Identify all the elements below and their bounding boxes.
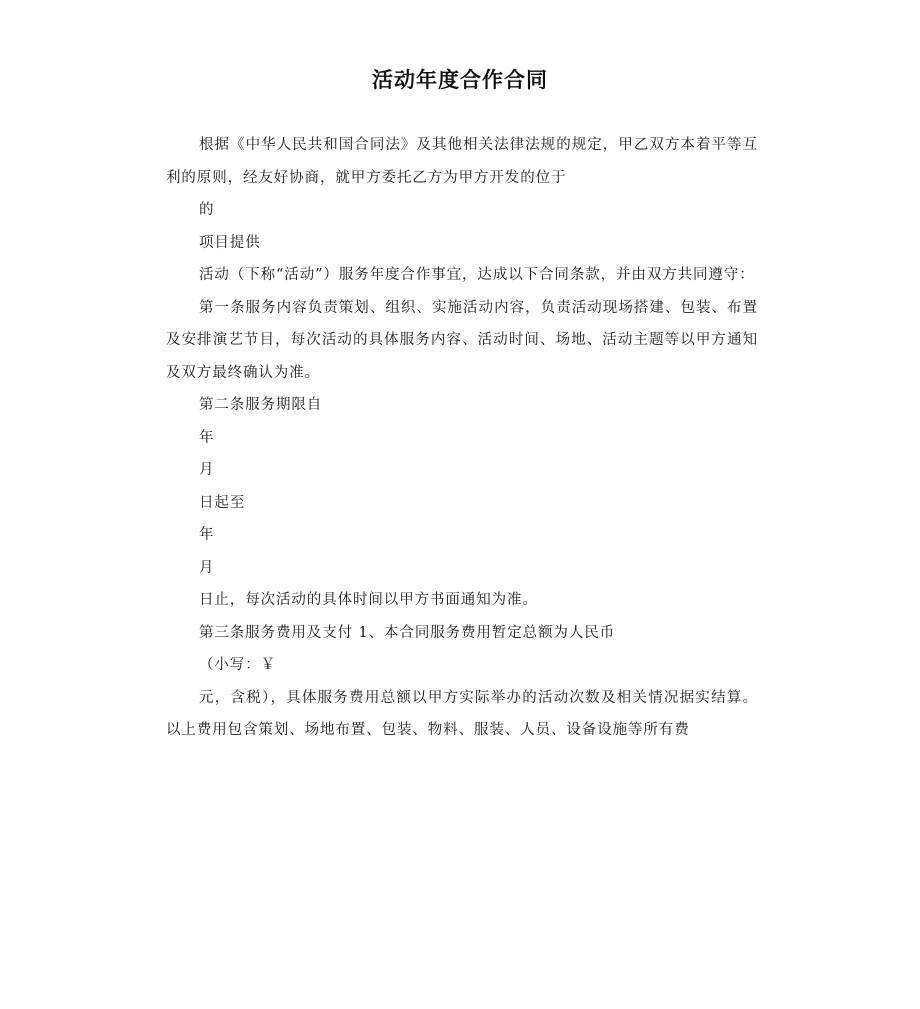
paragraph-end-month: 月 bbox=[199, 559, 215, 576]
document-title: 活动年度合作合同 bbox=[372, 68, 548, 92]
paragraph-preamble: 根据《中华人民共和国合同法》及其他相关法律法规的规定，甲乙双方本着平等互利的原则，经友好协商，就甲方委托乙方为甲方开发的位于 bbox=[166, 137, 758, 186]
paragraph-end-day: 日止，每次活动的具体时间以甲方书面通知为准。 bbox=[199, 592, 538, 608]
paragraph-start-day: 日起至 bbox=[199, 494, 246, 511]
paragraph-amount-small: （小写：￥ bbox=[199, 657, 276, 673]
paragraph-preamble-continued: 活动（下称“活动”）服务年度合作事宜，达成以下合同条款，并由双方共同遵守： bbox=[199, 267, 755, 283]
paragraph-article-1: 第一条服务内容负责策划、组织、实施活动内容，负责活动现场搭建、包装、布置及安排演艺节目，每次活动的具体服务内容、活动时间、场地、活动主题等以甲方通知及双方最终确认为准。 bbox=[166, 299, 758, 381]
paragraph-amount-details: 元，含税），具体服务费用总额以甲方实际举办的活动次数及相关情况据实结算。以上费用包含策划、场地布置、包装、物料、服装、人员、设备设施等所有费 bbox=[166, 689, 758, 738]
paragraph-blank-project: 项目提供 bbox=[199, 234, 261, 251]
paragraph-end-year: 年 bbox=[199, 527, 215, 543]
document-body bbox=[166, 129, 758, 747]
paragraph-article-3: 第三条服务费用及支付 1、本合同服务费用暂定总额为人民币 bbox=[199, 624, 616, 641]
paragraph-start-month: 月 bbox=[199, 462, 215, 478]
paragraph-start-year: 年 bbox=[199, 429, 215, 446]
paragraph-blank-location: 的 bbox=[199, 202, 215, 218]
paragraph-article-2: 第二条服务期限自 bbox=[199, 397, 323, 413]
